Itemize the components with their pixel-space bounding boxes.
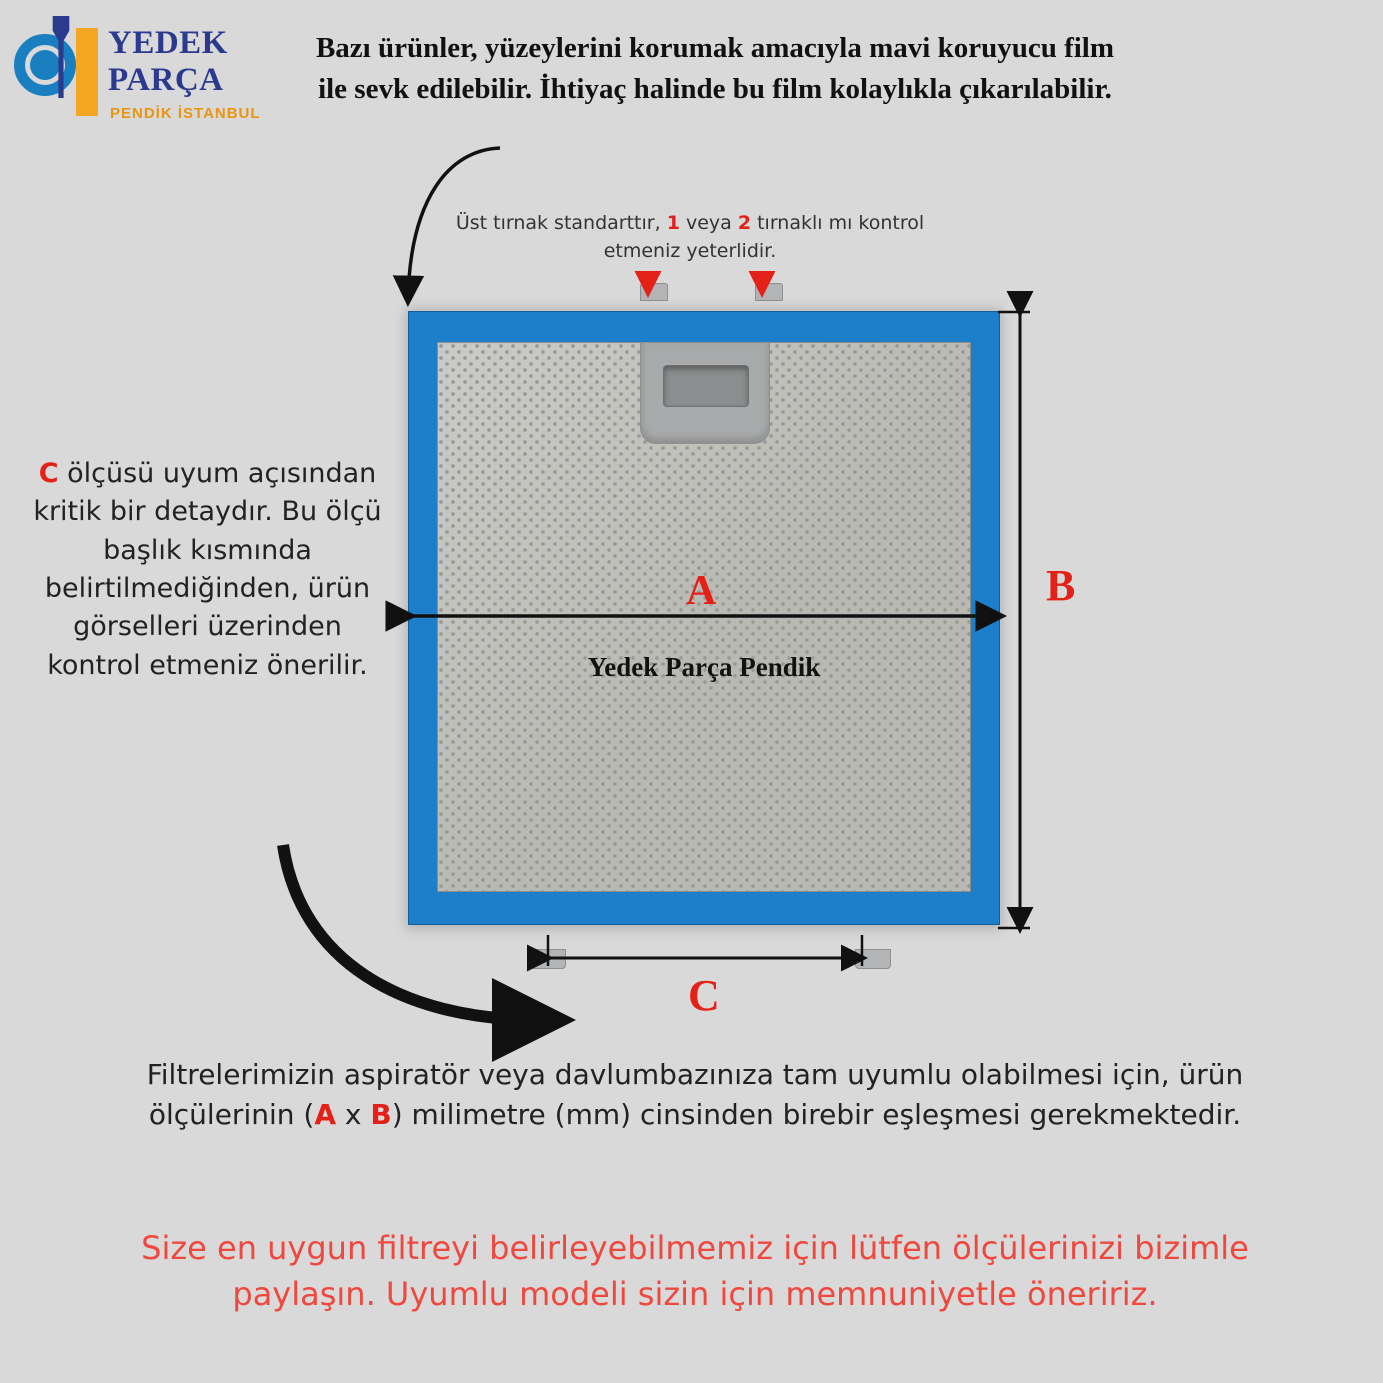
bottom-note-dim-b: B [370,1097,392,1131]
tab-note-text [430,210,950,265]
bottom-note-text [110,1055,1280,1135]
logo-bar-icon [76,28,98,116]
bottom-note-mid: x [336,1097,371,1131]
tab-note-part-2: veya [679,212,738,234]
top-tab-right-icon [755,283,783,301]
logo-line-3: PENDİK İSTANBUL [110,105,261,122]
bottom-note-dim-a: A [314,1097,336,1131]
top-note-text: Bazı ürünler, yüzeylerini korumak amacıyla mavi koruyucu film ile sevk edilebilir. İhtiyaç halinde bu film kolaylıkla çıkarılabilir. [315,32,1115,106]
bottom-tab-right-icon [855,949,891,969]
bottom-tab-left-icon [530,949,566,969]
filter-handle [640,342,770,444]
watermark-brand-text: Yedek Parça Pendik [587,652,821,682]
tab-note-number-2: 2 [737,212,752,234]
filter-diagram [400,295,1020,955]
bottom-cta-text: Size en uygun filtreyi belirleyebilmemiz için lütfen ölçülerinizi bizimle paylaşın. Uyumlu modeli sizin için memnuniyetle öneririz. [141,1229,1249,1314]
tab-note-number-1: 1 [666,212,680,234]
left-note-text [30,455,385,685]
bottom-note-part-2: ) milimetre (mm) cinsinden birebir eşleşmesi gerekmektedir. [391,1097,1242,1131]
top-tab-left-icon [640,283,668,301]
handle-slot [663,365,749,407]
gear-icon [14,34,76,96]
logo-line-2: PARÇA [108,62,224,98]
dimension-label-a: A [686,568,717,614]
logo-line-1: YEDEK [108,25,228,61]
left-note-letter: C [38,458,59,489]
bottom-note-part-1: Filtrelerimizin aspiratör veya davlumbazınıza tam uyumlu olabilmesi için, ürün ölçülerinin ( [146,1058,1244,1131]
brand-logo [8,8,278,138]
filter-frame [408,311,1000,925]
tab-note-part-1: Üst tırnak standarttır, [455,212,667,234]
left-note-body: ölçüsü uyum açısından kritik bir detaydır. Bu ölçü başlık kısmında belirtilmediğinden, ürün görselleri üzerinden kontrol etmeniz önerilir. [33,458,382,681]
tab-note-part-3: tırnaklı mı kontrol etmeniz yeterlidir. [603,212,925,262]
dimension-label-c: C [688,971,720,1020]
dimension-label-b: B [1046,561,1076,610]
